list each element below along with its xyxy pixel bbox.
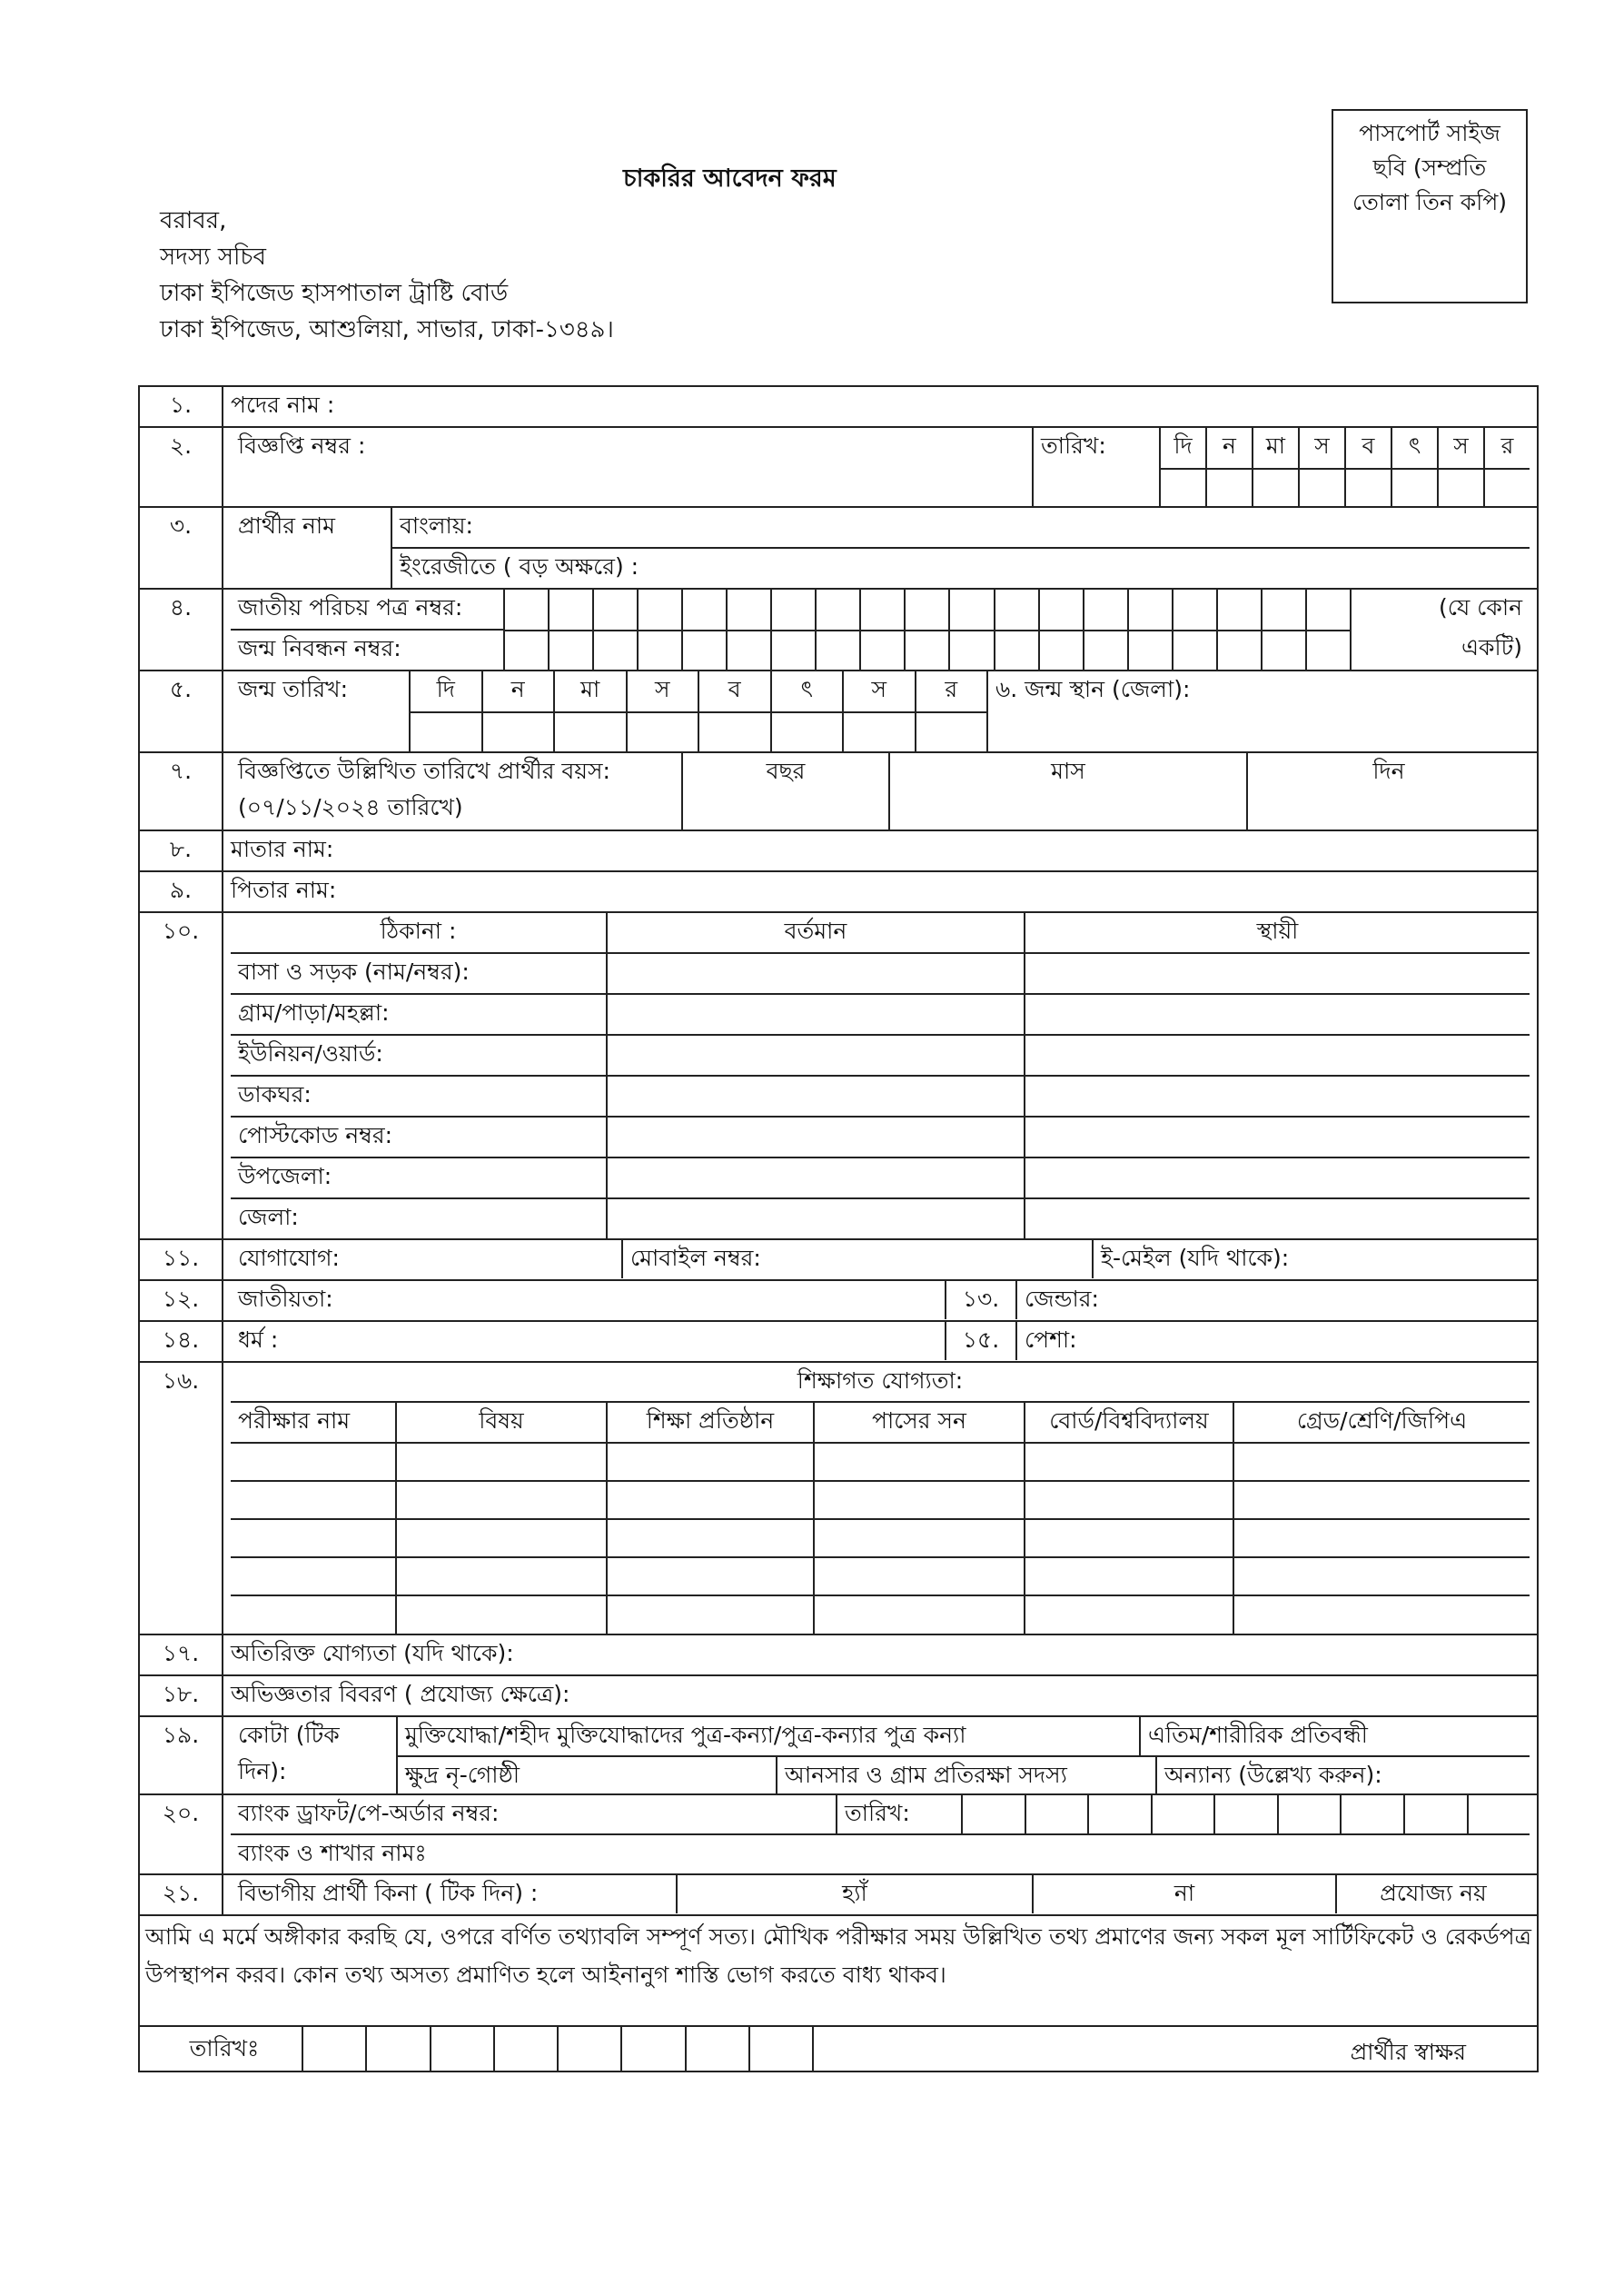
bank-draft-date-boxes[interactable] bbox=[963, 1795, 1530, 1833]
name-bangla-label: বাংলায়: bbox=[400, 512, 473, 539]
date-box: মা bbox=[1252, 428, 1298, 468]
date-box: ন bbox=[481, 671, 554, 711]
id-number-boxes[interactable] bbox=[505, 590, 1352, 670]
row-father-name bbox=[139, 871, 1538, 912]
birthplace-label: ৬. জন্ম স্থান (জেলা): bbox=[995, 676, 1191, 702]
date-box: ৎ bbox=[770, 671, 843, 711]
form-title: চাকরির আবেদন ফরম bbox=[623, 164, 837, 193]
permanent-address-input[interactable] bbox=[1025, 1117, 1530, 1157]
departmental-label: বিভাগীয় প্রার্থী কিনা ( টিক দিন) : bbox=[231, 1875, 678, 1913]
row-number: ১. bbox=[139, 386, 223, 427]
bank-branch-field[interactable] bbox=[231, 1835, 1530, 1873]
footer-date-label: তারিখঃ bbox=[147, 2027, 303, 2071]
row-number: ২১. bbox=[139, 1874, 223, 1915]
education-col-header: গ্রেড/শ্রেণি/জিপিএ bbox=[1233, 1403, 1530, 1443]
age-day-label: দিন bbox=[1372, 758, 1405, 784]
education-row[interactable] bbox=[231, 1557, 1530, 1595]
gender-label: জেন্ডার: bbox=[1025, 1286, 1099, 1312]
bank-draft-date-label: তারিখ: bbox=[837, 1795, 963, 1833]
address-field-label: ইউনিয়ন/ওয়ার্ড: bbox=[231, 1035, 607, 1076]
additional-qualification-label: অতিরিক্ত যোগ্যতা (যদি থাকে): bbox=[231, 1640, 514, 1666]
experience-field[interactable] bbox=[223, 1675, 1538, 1716]
name-bangla-field[interactable] bbox=[392, 508, 1530, 549]
date-box: স bbox=[842, 671, 915, 711]
education-col-header: শিক্ষা প্রতিষ্ঠান bbox=[607, 1403, 814, 1443]
occupation-field[interactable] bbox=[1017, 1322, 1530, 1360]
permanent-address-heading: স্থায়ী bbox=[1025, 913, 1530, 953]
quota-orphan-disabled[interactable]: এতিম/শারীরিক প্রতিবন্ধী bbox=[1148, 1722, 1368, 1748]
age-year-field[interactable] bbox=[683, 753, 890, 830]
additional-qualification-field[interactable] bbox=[223, 1634, 1538, 1675]
row-number: ১২. bbox=[139, 1280, 223, 1321]
age-month-field[interactable] bbox=[890, 753, 1248, 830]
address-field-label: গ্রাম/পাড়া/মহল্লা: bbox=[231, 994, 607, 1035]
option-yes[interactable]: হ্যাঁ bbox=[678, 1875, 1034, 1913]
education-col-header: বিষয় bbox=[396, 1403, 607, 1443]
present-address-input[interactable] bbox=[607, 994, 1025, 1035]
option-no[interactable]: না bbox=[1034, 1875, 1337, 1913]
quota-freedom-fighter[interactable]: মুক্তিযোদ্ধা/শহীদ মুক্তিযোদ্ধাদের পুত্র-কন্যা/পুত্র-কন্যার পুত্র কন্যা bbox=[398, 1717, 1141, 1755]
present-address-input[interactable] bbox=[607, 1157, 1025, 1198]
row-quota bbox=[139, 1716, 1538, 1794]
row-number: ১৫. bbox=[946, 1322, 1017, 1360]
row-additional-qualification bbox=[139, 1634, 1538, 1675]
post-name-label: পদের নাম : bbox=[231, 392, 335, 418]
present-address-input[interactable] bbox=[607, 1198, 1025, 1238]
row-number: ৮. bbox=[139, 830, 223, 871]
father-name-label: পিতার নাম: bbox=[231, 877, 337, 903]
permanent-address-input[interactable] bbox=[1025, 1198, 1530, 1238]
occupation-label: পেশা: bbox=[1025, 1326, 1077, 1353]
application-form-table bbox=[138, 385, 1539, 2072]
signature-label: প্রার্থীর স্বাক্ষর bbox=[1350, 2039, 1466, 2065]
passport-photo-box bbox=[1332, 109, 1528, 303]
present-address-input[interactable] bbox=[607, 953, 1025, 994]
birth-date-boxes[interactable] bbox=[411, 671, 988, 751]
name-english-label: ইংরেজীতে ( বড় অক্ষরে) : bbox=[400, 553, 639, 580]
circular-date-label: তারিখ: bbox=[1034, 428, 1161, 506]
address-line: ঢাকা ইপিজেড হাসপাতাল ট্রাষ্টি বোর্ড bbox=[160, 280, 509, 307]
circular-number-field[interactable] bbox=[231, 428, 1034, 506]
date-box: র bbox=[915, 671, 987, 711]
row-religion bbox=[139, 1321, 1538, 1362]
row-mother-name bbox=[139, 830, 1538, 871]
nid-label: জাতীয় পরিচয় পত্র নম্বর: bbox=[238, 594, 463, 621]
row-number: ২. bbox=[139, 427, 223, 507]
quota-ansar-vdp[interactable]: আনসার ও গ্রাম প্রতিরক্ষা সদস্য bbox=[777, 1757, 1157, 1794]
row-id-number bbox=[139, 589, 1538, 671]
row-bank-draft bbox=[139, 1794, 1538, 1874]
contact-label: যোগাযোগ: bbox=[231, 1240, 623, 1278]
photo-line: ছবি (সম্প্রতি bbox=[1372, 154, 1487, 181]
mother-name-field[interactable] bbox=[223, 830, 1538, 871]
date-box: স bbox=[1437, 428, 1483, 468]
date-box: স bbox=[1298, 428, 1344, 468]
row-number: ১৬. bbox=[139, 1362, 223, 1634]
address-field-label: জেলা: bbox=[231, 1198, 607, 1238]
id-note: একটি) bbox=[1461, 634, 1522, 661]
row-number: ১৯. bbox=[139, 1716, 223, 1794]
bank-draft-label: ব্যাংক ড্রাফট/পে-অর্ডার নম্বর: bbox=[238, 1800, 500, 1826]
quota-ethnic-minority[interactable]: ক্ষুদ্র নৃ-গোষ্ঠী bbox=[398, 1757, 777, 1794]
present-address-input[interactable] bbox=[607, 1076, 1025, 1117]
row-applicant-name bbox=[139, 507, 1538, 589]
row-address bbox=[139, 912, 1538, 1239]
birth-date-label: জন্ম তারিখ: bbox=[231, 671, 411, 751]
date-box: দি bbox=[1173, 432, 1193, 459]
mobile-field[interactable] bbox=[623, 1240, 1092, 1278]
education-col-header: বোর্ড/বিশ্ববিদ্যালয় bbox=[1025, 1403, 1233, 1443]
permanent-address-input[interactable] bbox=[1025, 1157, 1530, 1198]
row-circular bbox=[139, 427, 1538, 507]
present-address-input[interactable] bbox=[607, 1117, 1025, 1157]
row-number: ১১. bbox=[139, 1239, 223, 1280]
religion-label: ধর্ম : bbox=[238, 1326, 279, 1353]
row-experience bbox=[139, 1675, 1538, 1716]
age-month-label: মাস bbox=[1051, 758, 1085, 784]
permanent-address-input[interactable] bbox=[1025, 1035, 1530, 1076]
education-row[interactable] bbox=[231, 1443, 1530, 1481]
applicant-name-label: প্রার্থীর নাম bbox=[231, 508, 392, 588]
circular-number-label: বিজ্ঞপ্তি নম্বর : bbox=[238, 432, 366, 459]
row-number: ৫. bbox=[139, 671, 223, 752]
education-heading: শিক্ষাগত যোগ্যতা: bbox=[231, 1363, 1530, 1403]
education-row[interactable] bbox=[231, 1595, 1530, 1634]
birth-reg-label: জন্ম নিবন্ধন নম্বর: bbox=[231, 629, 503, 670]
date-box: ন bbox=[1205, 428, 1252, 468]
quota-label: দিন): bbox=[238, 1758, 287, 1784]
row-contact bbox=[139, 1239, 1538, 1280]
present-address-input[interactable] bbox=[607, 1035, 1025, 1076]
declaration-text: আমি এ মর্মে অঙ্গীকার করছি যে, ওপরে বর্ণিত তথ্যাবলি সম্পূর্ণ সত্য। মৌখিক পরীক্ষার সময় উল্লিখিত তথ্য প্রমাণের জন্য সকল মূল সার্টিফিকেট ও রেকর্ডপত্র উপস্থাপন করব। কোন তথ্য অসত্য প্রমাণিত হলে আইনানুগ শাস্তি ভোগ করতে বাধ্য থাকব। bbox=[139, 1915, 1538, 2026]
bank-draft-field[interactable] bbox=[231, 1795, 837, 1833]
row-number: ১৭. bbox=[139, 1634, 223, 1675]
age-day-field[interactable] bbox=[1248, 753, 1530, 830]
circular-date-boxes[interactable] bbox=[1161, 428, 1530, 506]
date-box: দি bbox=[436, 676, 455, 702]
email-field[interactable] bbox=[1092, 1240, 1530, 1278]
permanent-address-input[interactable] bbox=[1025, 953, 1530, 994]
education-row[interactable] bbox=[231, 1519, 1530, 1557]
row-number: ১৪. bbox=[139, 1321, 223, 1362]
mother-name-label: মাতার নাম: bbox=[231, 836, 334, 862]
row-number: ৯. bbox=[139, 871, 223, 912]
address-field-label: বাসা ও সড়ক (নাম/নম্বর): bbox=[231, 953, 607, 994]
row-number: ২০. bbox=[139, 1794, 223, 1874]
row-declaration bbox=[139, 1915, 1538, 2026]
row-birth-date bbox=[139, 671, 1538, 752]
education-col-header: পাসের সন bbox=[814, 1403, 1025, 1443]
education-table bbox=[231, 1403, 1530, 1634]
row-education bbox=[139, 1362, 1538, 1634]
age-year-label: বছর bbox=[766, 758, 806, 784]
address-line: সদস্য সচিব bbox=[160, 243, 266, 271]
nationality-label: জাতীয়তা: bbox=[238, 1286, 333, 1312]
row-number: ১৩. bbox=[946, 1281, 1017, 1319]
bank-branch-label: ব্যাংক ও শাখার নামঃ bbox=[238, 1840, 427, 1866]
date-box: ৎ bbox=[1391, 428, 1437, 468]
address-field-label: উপজেলা: bbox=[231, 1157, 607, 1198]
present-address-heading: বর্তমান bbox=[607, 913, 1025, 953]
quota-label: কোটা (টিক bbox=[238, 1722, 340, 1748]
birthplace-field[interactable] bbox=[988, 671, 1530, 751]
experience-label: অভিজ্ঞতার বিবরণ ( প্রযোজ্য ক্ষেত্রে): bbox=[231, 1681, 570, 1707]
photo-line: পাসপোর্ট সাইজ bbox=[1359, 120, 1500, 146]
age-label: বিজ্ঞপ্তিতে উল্লিখিত তারিখে প্রার্থীর বয়স: bbox=[238, 758, 610, 784]
gender-field[interactable] bbox=[1017, 1281, 1530, 1319]
row-nationality bbox=[139, 1280, 1538, 1321]
date-box: ব bbox=[1344, 428, 1391, 468]
row-age bbox=[139, 752, 1538, 830]
row-post-name bbox=[139, 386, 1538, 427]
address-field-label: পোস্টকোড নম্বর: bbox=[231, 1117, 607, 1157]
row-number: ১০. bbox=[139, 912, 223, 1239]
option-not-applicable[interactable]: প্রযোজ্য নয় bbox=[1380, 1880, 1487, 1906]
address-field-label: ডাকঘর: bbox=[231, 1076, 607, 1117]
address-heading: ঠিকানা : bbox=[231, 913, 607, 953]
education-col-header: পরীক্ষার নাম bbox=[231, 1403, 396, 1443]
nationality-field[interactable] bbox=[231, 1281, 946, 1319]
signature-field[interactable] bbox=[814, 2027, 1530, 2071]
permanent-address-input[interactable] bbox=[1025, 994, 1530, 1035]
row-departmental bbox=[139, 1874, 1538, 1915]
row-number: ৪. bbox=[139, 589, 223, 671]
age-date-note: (০৭/১১/২০২৪ তারিখে) bbox=[238, 794, 463, 820]
date-box: মা bbox=[553, 671, 626, 711]
permanent-address-input[interactable] bbox=[1025, 1076, 1530, 1117]
date-box: র bbox=[1483, 428, 1530, 468]
row-number: ৩. bbox=[139, 507, 223, 589]
row-number: ১৮. bbox=[139, 1675, 223, 1716]
id-note: (যে কোন bbox=[1438, 594, 1522, 621]
education-row[interactable] bbox=[231, 1481, 1530, 1519]
row-number: ৭. bbox=[139, 752, 223, 830]
quota-others[interactable]: অন্যান্য (উল্লেখ্য করুন): bbox=[1164, 1762, 1382, 1788]
address-line: বরাবর, bbox=[160, 207, 227, 234]
footer-date-boxes[interactable] bbox=[303, 2027, 814, 2071]
photo-line: তোলা তিন কপি) bbox=[1352, 189, 1508, 215]
row-footer bbox=[139, 2026, 1538, 2071]
religion-field[interactable] bbox=[231, 1322, 946, 1360]
mobile-label: মোবাইল নম্বর: bbox=[630, 1245, 761, 1271]
address-line: ঢাকা ইপিজেড, আশুলিয়া, সাভার, ঢাকা-১৩৪৯। bbox=[160, 316, 614, 343]
name-english-field[interactable] bbox=[392, 549, 1530, 588]
date-box: স bbox=[626, 671, 698, 711]
email-label: ই-মেইল (যদি থাকে): bbox=[1101, 1245, 1290, 1271]
date-box: ব bbox=[698, 671, 770, 711]
father-name-field[interactable] bbox=[223, 871, 1538, 912]
post-name-field[interactable] bbox=[223, 386, 1538, 427]
